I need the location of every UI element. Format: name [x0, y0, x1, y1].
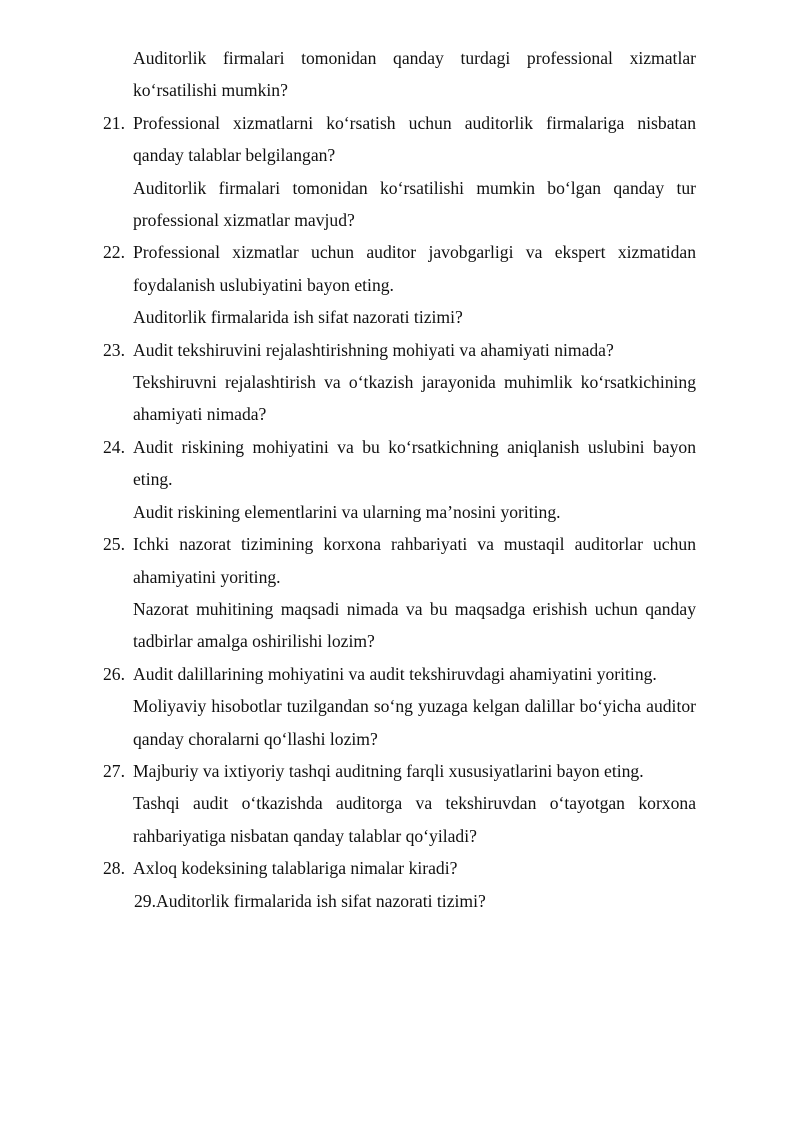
list-item: [103, 42, 696, 107]
item-text: Auditorlik firmalarida ish sifat nazorati tizimi?: [133, 307, 463, 328]
question-list: [103, 42, 696, 917]
item-number: 26.: [103, 663, 125, 684]
item-text: Axloq kodeksining talablariga nimalar kiradi?: [133, 858, 458, 879]
item-text: Professional xizmatlarni ko‘rsatish uchun auditorlik firmalariga nisbatan qanday talablar belgilangan?: [133, 112, 696, 166]
item-text: Professional xizmatlar uchun auditor javobgarligi va ekspert xizmatidan foydalanish uslubiyatini bayon eting.: [133, 242, 696, 295]
list-item: [103, 690, 696, 755]
item-number: 21.: [103, 112, 125, 133]
item-text: Auditorlik firmalari tomonidan qanday turdagi professional xizmatlar ko‘rsatilishi mumkin?: [133, 48, 696, 101]
item-text: Audit riskining mohiyatini va bu ko‘rsatkichning aniqlanish uslubini bayon eting.: [133, 436, 696, 490]
item-number: 28.: [103, 858, 125, 879]
list-item: [103, 658, 696, 690]
item-text: Nazorat muhitining maqsadi nimada va bu maqsadga erishish uchun qanday tadbirlar amalga oshirilishi lozim?: [133, 598, 696, 652]
item-text: Auditorlik firmalari tomonidan ko‘rsatilishi mumkin bo‘lgan qanday tur professional xizmatlar mavjud?: [133, 177, 696, 231]
item-text: Tekshiruvni rejalashtirish va o‘tkazish jarayonida muhimlik ko‘rsatkichining ahamiyati nimada?: [133, 372, 696, 425]
item-text: Majburiy va ixtiyoriy tashqi auditning farqli xususiyatlarini bayon eting.: [133, 760, 644, 781]
item-text: Audit tekshiruvini rejalashtirishning mohiyati va ahamiyati nimada?: [133, 339, 614, 360]
list-item: [103, 593, 696, 658]
list-item: [103, 496, 696, 528]
list-item: [103, 366, 696, 431]
list-item: [103, 172, 696, 237]
item-number: 25.: [103, 534, 125, 555]
item-text: Tashqi audit o‘tkazishda auditorga va tekshiruvdan o‘tayotgan korxona rahbariyatiga nisbatan qanday talablar qo‘yiladi?: [133, 793, 696, 846]
list-item: [103, 787, 696, 852]
item-number: 22.: [103, 242, 125, 263]
item-text: Audit riskining elementlarini va ularning ma’nosini yoriting.: [133, 501, 561, 522]
item-text: Audit dalillarining mohiyatini va audit tekshiruvdagi ahamiyatini yoriting.: [133, 663, 657, 684]
list-item: [103, 431, 696, 496]
list-item: [103, 755, 696, 787]
item-number: 23.: [103, 339, 125, 360]
list-item: [103, 334, 696, 366]
list-item: [103, 528, 696, 593]
final-question: 29.Auditorlik firmalarida ish sifat nazorati tizimi?: [134, 890, 486, 911]
list-item: [103, 301, 696, 333]
list-item: [103, 107, 696, 172]
item-number: 27.: [103, 760, 125, 781]
list-item: [103, 852, 696, 884]
item-text: Moliyaviy hisobotlar tuzilgandan so‘ng yuzaga kelgan dalillar bo‘yicha auditor qanday choralarni qo‘llashi lozim?: [133, 696, 696, 749]
list-item: [103, 236, 696, 301]
item-text: Ichki nazorat tizimining korxona rahbariyati va mustaqil auditorlar uchun ahamiyatini yoriting.: [133, 534, 696, 587]
item-number: 24.: [103, 436, 125, 457]
